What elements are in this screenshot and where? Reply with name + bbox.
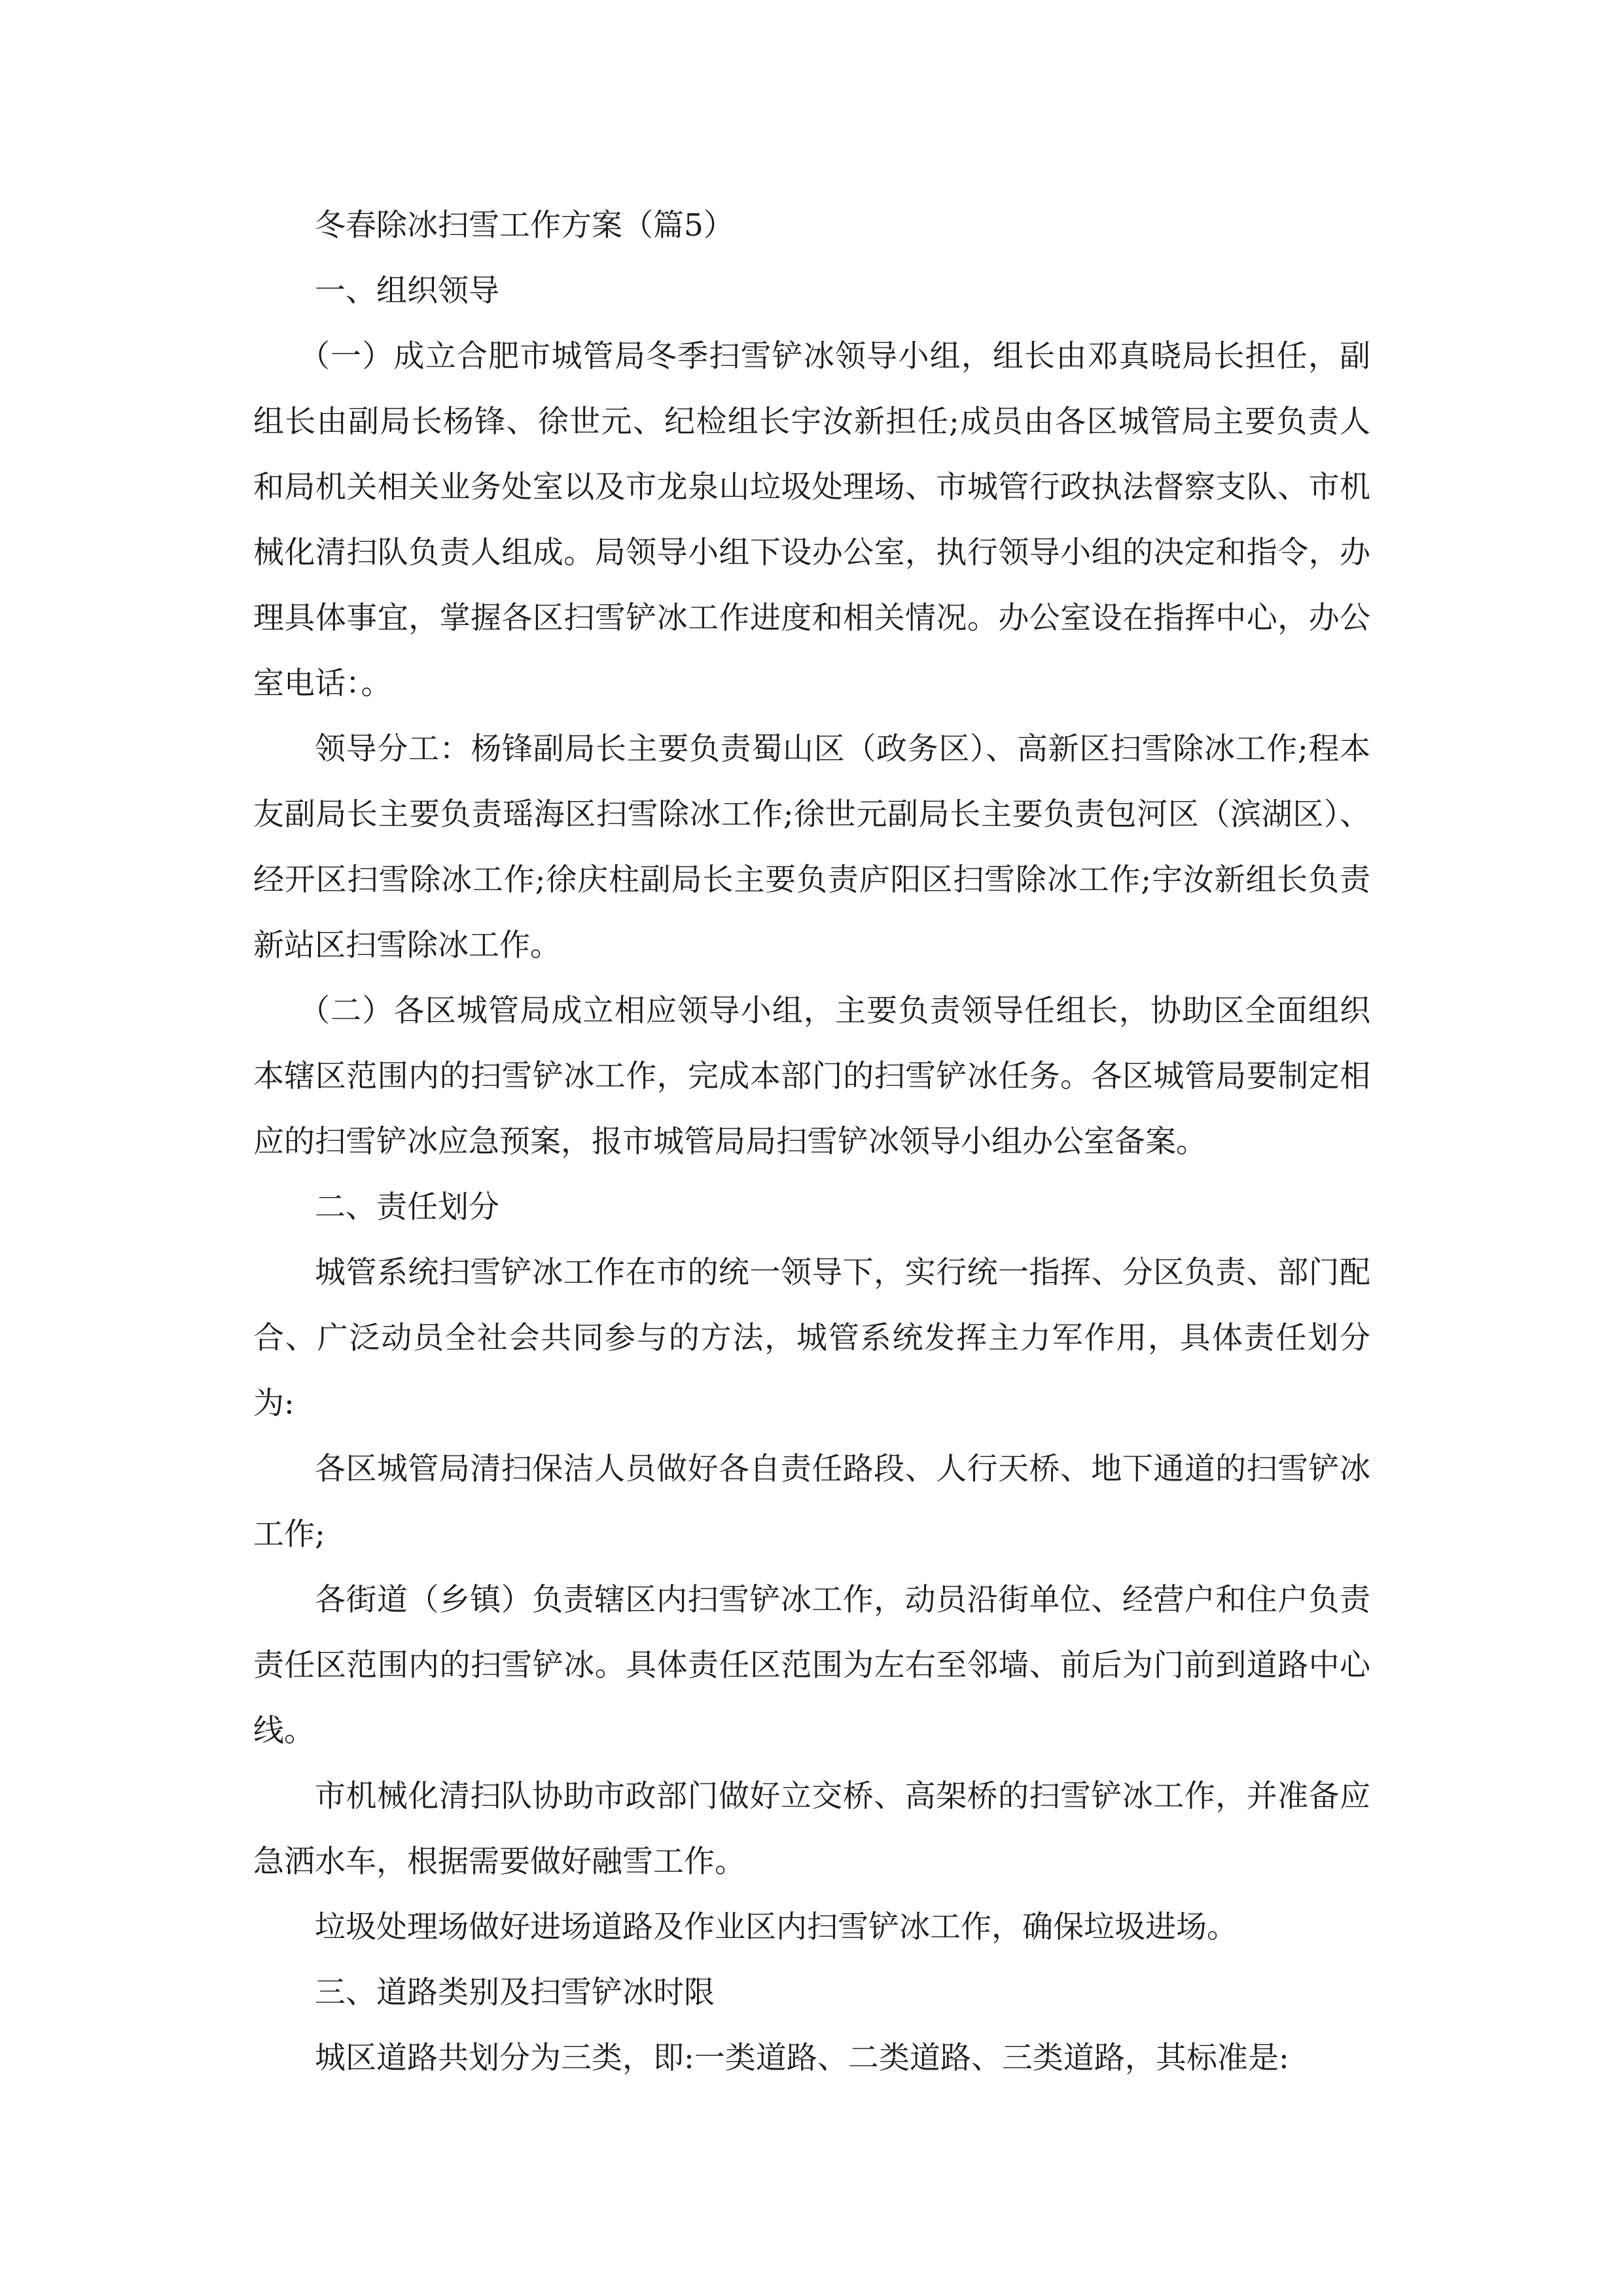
document-body bbox=[253, 193, 1370, 2091]
paragraph-leading-group: （一）成立合肥市城管局冬季扫雪铲冰领导小组，组长由邓真晓局长担任，副组长由副局长杨锋、徐世元、纪检组长宇汝新担任;成员由各区城管局主要负责人和局机关相关业务处室以及市龙泉山垃圾处理场、市城管行政执法督察支队、市机械化清扫队负责人组成。局领导小组下设办公室，执行领导小组的决定和指令，办理具体事宜，掌握各区扫雪铲冰工作进度和相关情况。办公室设在指挥中心，办公室电话：。 bbox=[253, 338, 1370, 702]
paragraph-leader-division: 领导分工：杨锋副局长主要负责蜀山区（政务区）、高新区扫雪除冰工作;程本友副局长主要负责瑶海区扫雪除冰工作;徐世元副局长主要负责包河区（滨湖区）、经开区扫雪除冰工作;徐庆柱副局长主要负责庐阳区扫雪除冰工作;宇汝新组长负责新站区扫雪除冰工作。 bbox=[253, 731, 1370, 963]
paragraph-district-cleaners: 各区城管局清扫保洁人员做好各自责任路段、人行天桥、地下通道的扫雪铲冰工作; bbox=[253, 1451, 1370, 1552]
paragraph-road-classes: 城区道路共划分为三类，即:一类道路、二类道路、三类道路，其标准是: bbox=[315, 2040, 1289, 2076]
section-heading-responsibility: 二、责任划分 bbox=[315, 1189, 499, 1225]
section-heading-organization: 一、组织领导 bbox=[315, 273, 499, 309]
paragraph-streets: 各街道（乡镇）负责辖区内扫雪铲冰工作，动员沿街单位、经营户和住户负责责任区范围内的扫雪铲冰。具体责任区范围为左右至邻墙、前后为门前到道路中心线。 bbox=[253, 1582, 1370, 1749]
document-title: 冬春除冰扫雪工作方案（篇5） bbox=[315, 207, 734, 243]
paragraph-mechanized-team: 市机械化清扫队协助市政部门做好立交桥、高架桥的扫雪铲冰工作，并准备应急洒水车，根据需要做好融雪工作。 bbox=[253, 1778, 1370, 1880]
paragraph-landfill: 垃圾处理场做好进场道路及作业区内扫雪铲冰工作，确保垃圾进场。 bbox=[315, 1909, 1238, 1945]
section-heading-road-categories: 三、道路类别及扫雪铲冰时限 bbox=[315, 1975, 715, 2011]
paragraph-unified-leadership: 城管系统扫雪铲冰工作在市的统一领导下，实行统一指挥、分区负责、部门配合、广泛动员全社会共同参与的方法，城管系统发挥主力军作用，具体责任划分为: bbox=[253, 1255, 1370, 1422]
paragraph-district-groups: （二）各区城管局成立相应领导小组，主要负责领导任组长，协助区全面组织本辖区范围内的扫雪铲冰工作，完成本部门的扫雪铲冰任务。各区城管局要制定相应的扫雪铲冰应急预案，报市城管局局扫雪铲冰领导小组办公室备案。 bbox=[253, 993, 1370, 1160]
